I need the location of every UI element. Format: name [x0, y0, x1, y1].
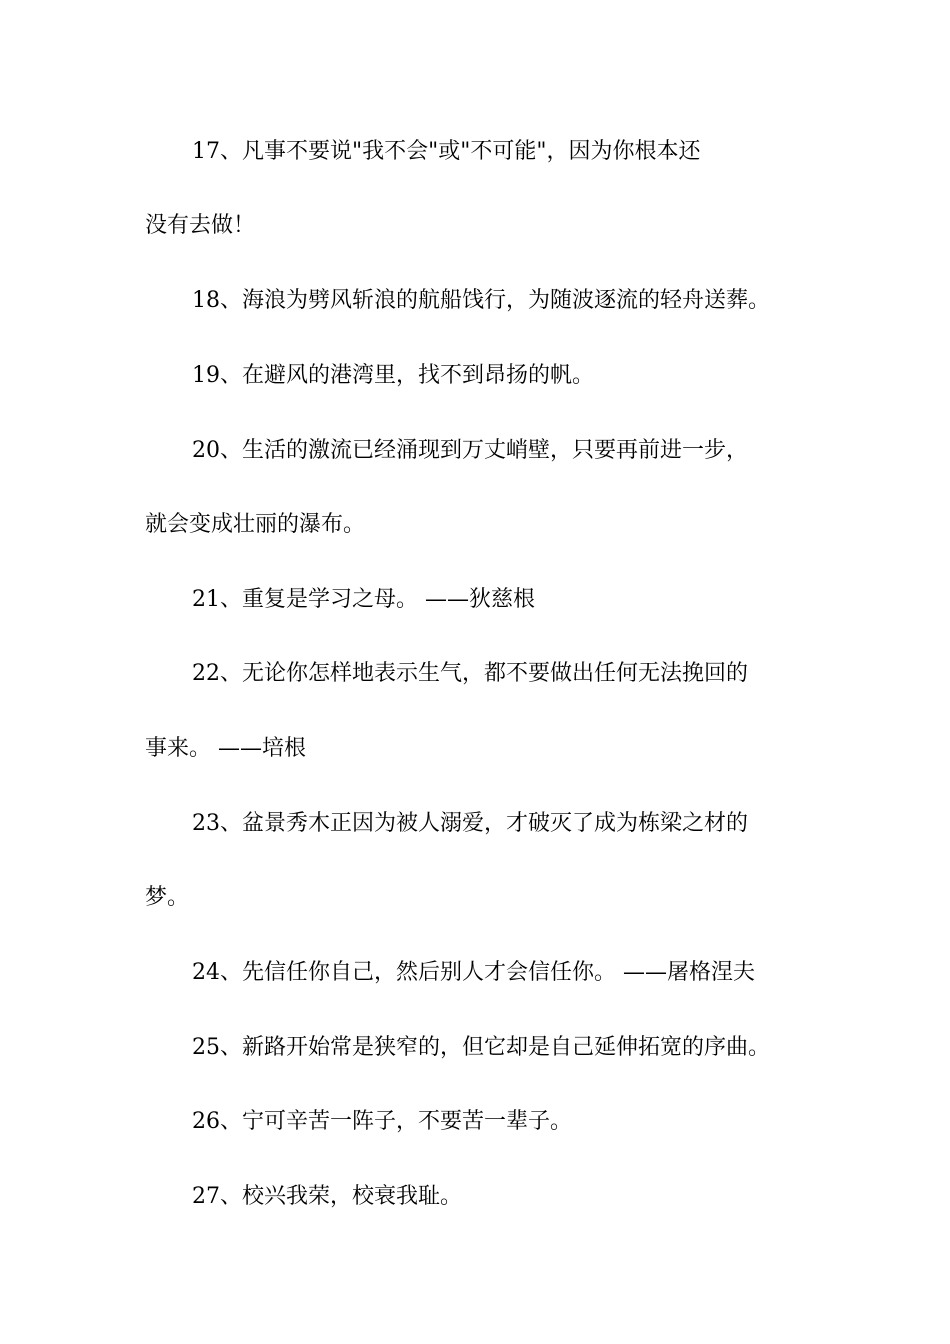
text-line: 18、海浪为劈风斩浪的航船饯行，为随波逐流的轻舟送葬。	[192, 288, 770, 313]
text-line: 23、盆景秀木正因为被人溺爱，才破灭了成为栋梁之材的	[192, 811, 748, 836]
text-line: 梦。	[145, 885, 190, 910]
text-line: 22、无论你怎样地表示生气，都不要做出任何无法挽回的	[192, 661, 748, 686]
text-line: 20、生活的激流已经涌现到万丈峭壁，只要再前进一步，	[192, 438, 748, 463]
text-line: 就会变成壮丽的瀑布。	[145, 512, 366, 537]
text-line: 17、凡事不要说"我不会"或"不可能"，因为你根本还	[192, 139, 701, 164]
text-line: 事来。 ——培根	[145, 736, 306, 761]
text-line: 21、重复是学习之母。 ——狄慈根	[192, 587, 535, 612]
text-line: 25、新路开始常是狭窄的，但它却是自己延伸拓宽的序曲。	[192, 1035, 770, 1060]
text-line: 26、宁可辛苦一阵子，不要苦一辈子。	[192, 1109, 572, 1134]
text-line: 没有去做！	[145, 213, 256, 238]
text-line: 19、在避风的港湾里，找不到昂扬的帆。	[192, 363, 594, 388]
text-line: 27、校兴我荣，校衰我耻。	[192, 1184, 462, 1209]
text-line: 24、先信任你自己，然后别人才会信任你。 ——屠格涅夫	[192, 960, 755, 985]
